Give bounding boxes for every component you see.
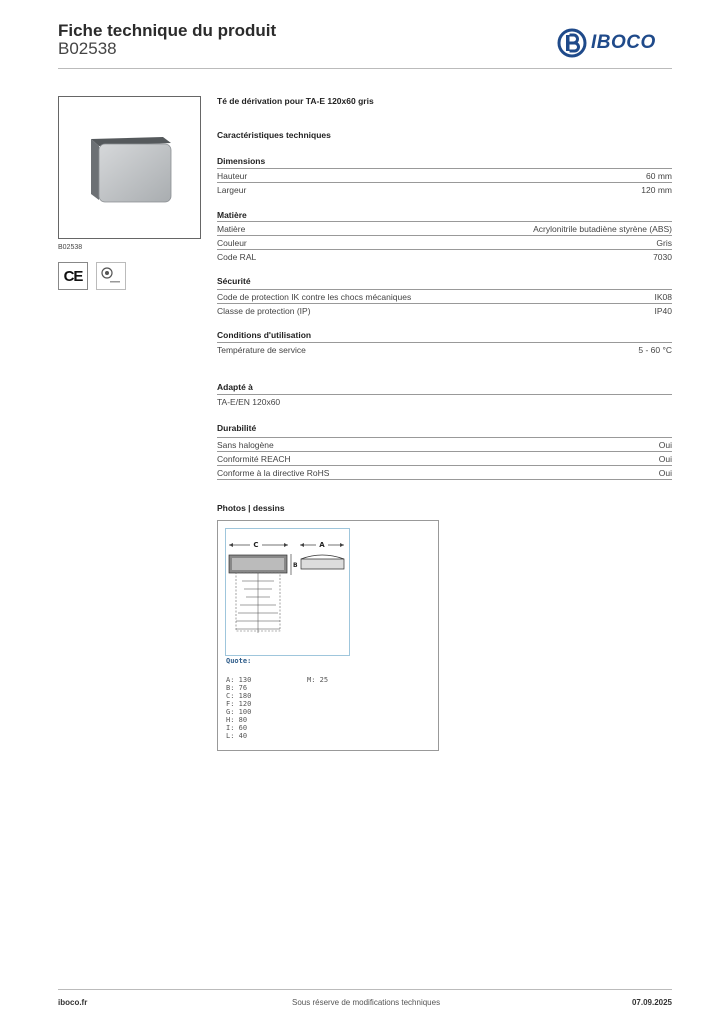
spec-row xyxy=(217,451,672,465)
junction-box-image xyxy=(59,97,200,238)
spec-row xyxy=(217,437,672,451)
spec-value: IP40 xyxy=(654,306,672,316)
spec-row xyxy=(217,342,672,356)
spec-row xyxy=(217,168,672,182)
quote-value: C: 180 xyxy=(226,692,252,700)
label-b: B xyxy=(293,562,298,569)
quote-value: I: 60 xyxy=(226,724,248,732)
spec-label: Largeur xyxy=(217,185,247,195)
spec-value: IK08 xyxy=(654,292,672,302)
spec-value: Acrylonitrile butadiène styrène (ABS) xyxy=(533,224,672,234)
imq-certification-icon xyxy=(99,265,123,287)
quote-value: G: 100 xyxy=(226,708,252,716)
table-end-divider xyxy=(217,479,672,480)
dimension-drawing-icon xyxy=(226,529,349,655)
spec-value: 60 mm xyxy=(646,171,672,181)
quote-value: A: 130 xyxy=(226,676,252,684)
spec-value: Gris xyxy=(656,238,672,248)
spec-label: Sans halogène xyxy=(217,440,274,450)
product-image-frame xyxy=(58,96,201,239)
characteristics-title: Caractéristiques techniques xyxy=(217,130,331,140)
quote-title: Quote: xyxy=(226,657,252,665)
footer-notice: Sous réserve de modifications techniques xyxy=(292,998,441,1007)
spec-label: Température de service xyxy=(217,345,306,355)
footer-site-link[interactable]: iboco.fr xyxy=(58,998,88,1007)
technical-drawing-frame xyxy=(217,520,439,751)
ce-icon: CE xyxy=(63,267,83,285)
imq-mark xyxy=(96,262,126,290)
spec-label: Code RAL xyxy=(217,252,257,262)
spec-value: 7030 xyxy=(653,252,672,262)
spec-label: Conforme à la directive RoHS xyxy=(217,468,330,478)
label-a: A xyxy=(319,541,325,549)
spec-value: Oui xyxy=(658,440,672,450)
spec-value: 120 mm xyxy=(641,185,672,195)
iboco-logo-icon xyxy=(557,28,587,58)
spec-label: Code de protection IK contre les chocs mécaniques xyxy=(217,292,412,302)
section-title-conditions: Conditions d'utilisation xyxy=(217,330,312,340)
quote-value: B: 76 xyxy=(226,684,248,692)
spec-row xyxy=(217,182,672,196)
photos-title: Photos | dessins xyxy=(217,503,285,513)
spec-label: Hauteur xyxy=(217,171,248,181)
logo-text: IBOCO xyxy=(591,32,656,53)
spec-row xyxy=(217,303,672,317)
quote-value: M: 25 xyxy=(307,676,329,684)
spec-label: Classe de protection (IP) xyxy=(217,306,311,316)
footer-divider xyxy=(58,989,672,990)
spec-row xyxy=(217,289,672,303)
section-title-dimensions: Dimensions xyxy=(217,156,266,166)
spec-value: 5 - 60 °C xyxy=(638,345,672,355)
spec-label: Matière xyxy=(217,224,246,234)
footer-date: 07.09.2025 xyxy=(631,998,672,1007)
spec-row xyxy=(217,235,672,249)
quote-value: L: 40 xyxy=(226,732,248,740)
quote-value: F: 120 xyxy=(226,700,252,708)
spec-label: Couleur xyxy=(217,238,247,248)
section-title-adapte: Adapté à xyxy=(217,382,253,392)
product-code-heading: B02538 xyxy=(58,39,117,58)
ce-mark xyxy=(58,262,88,290)
quote-value: H: 80 xyxy=(226,716,248,724)
spec-row xyxy=(217,465,672,479)
spec-value: Oui xyxy=(658,454,672,464)
header-divider xyxy=(58,68,672,69)
brand-logo xyxy=(557,28,656,58)
spec-value: Oui xyxy=(658,468,672,478)
product-title: Té de dérivation pour TA-E 120x60 gris xyxy=(217,96,374,106)
spec-row xyxy=(217,249,672,263)
spec-label: Conformité REACH xyxy=(217,454,291,464)
product-code-label: B02538 xyxy=(58,244,83,251)
spec-row xyxy=(217,394,672,408)
label-c: C xyxy=(253,541,259,549)
section-title-securite: Sécurité xyxy=(217,276,251,286)
spec-row xyxy=(217,221,672,235)
section-title-durabilite: Durabilité xyxy=(217,423,257,433)
section-title-matiere: Matière xyxy=(217,210,247,220)
spec-label: TA-E/EN 120x60 xyxy=(217,397,281,407)
page-title: Fiche technique du produit xyxy=(58,21,277,40)
technical-drawing xyxy=(225,528,350,656)
